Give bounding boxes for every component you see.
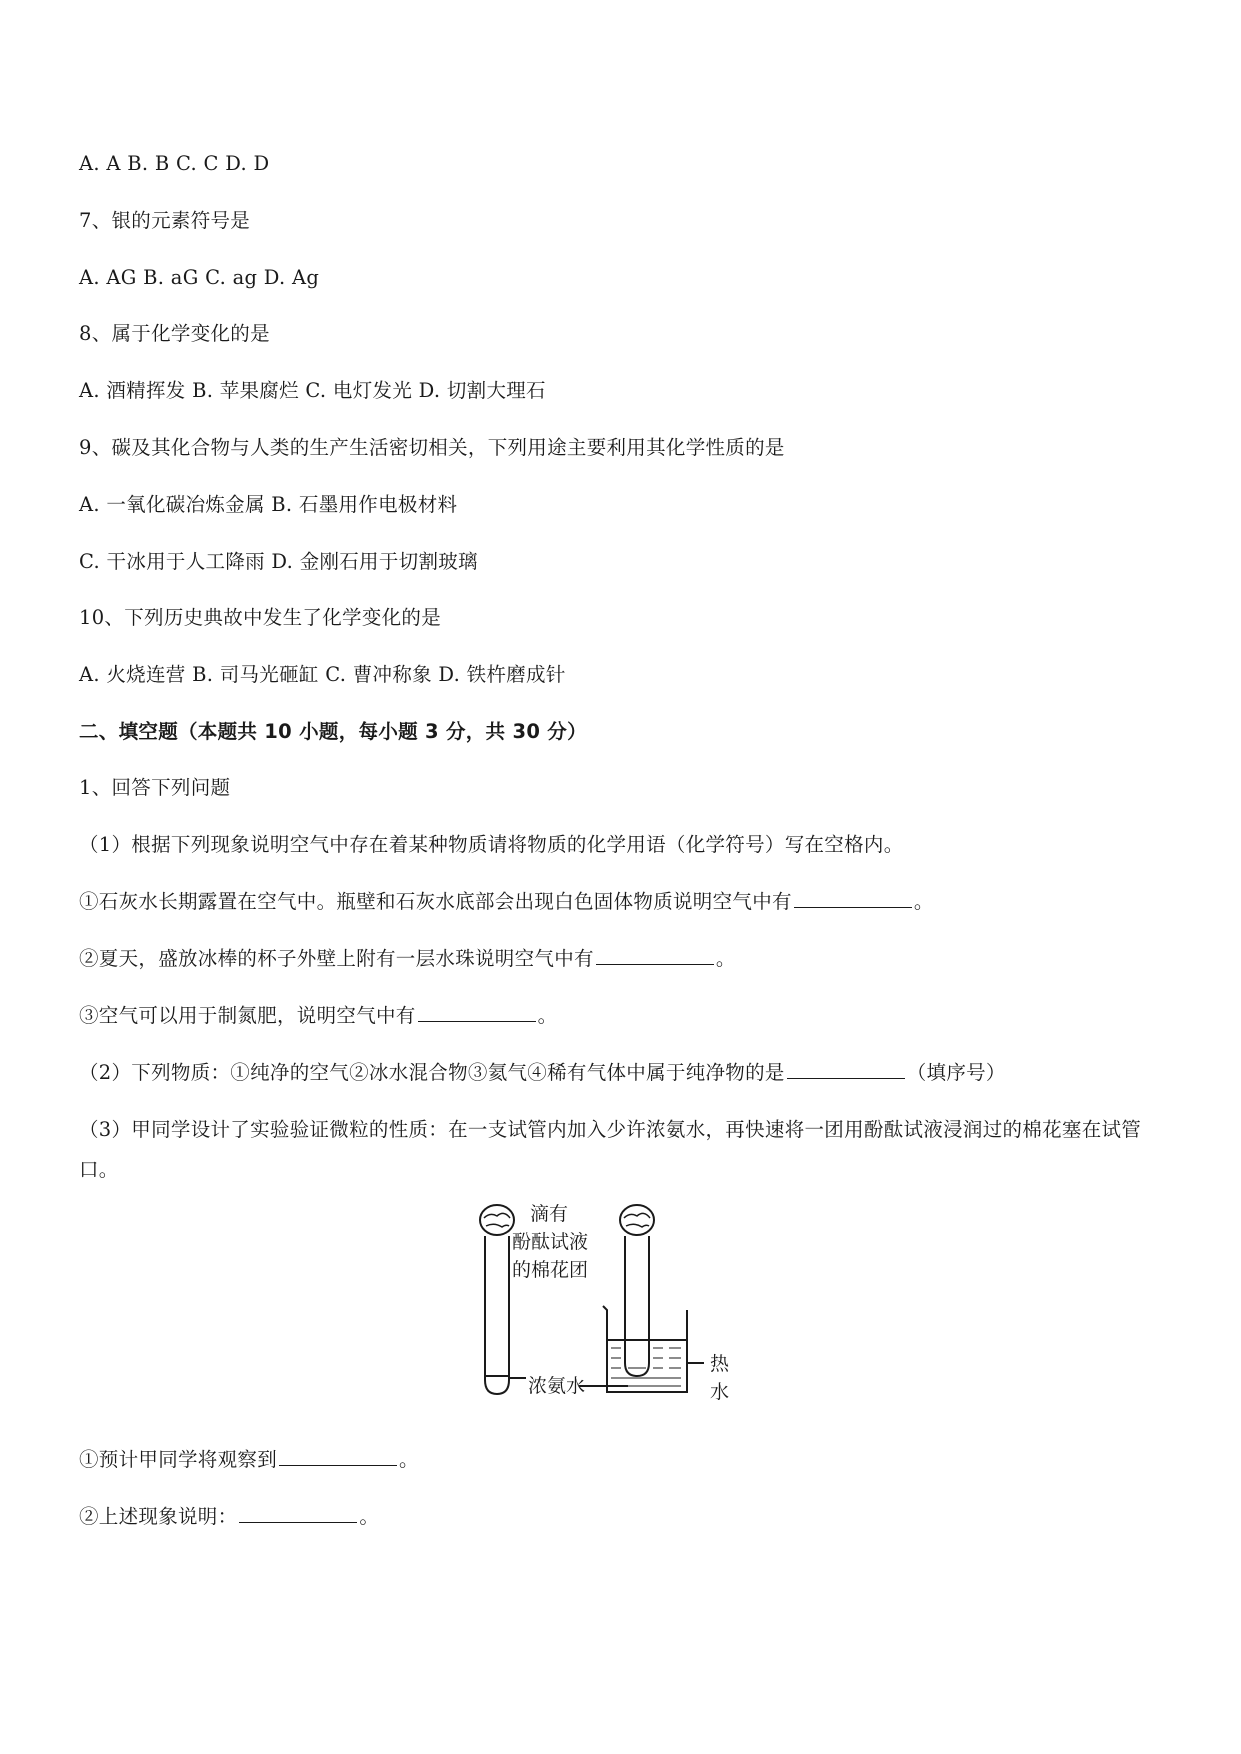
q9-stem: 9、碳及其化合物与人类的生产生活密切相关，下列用途主要利用其化学性质的是: [79, 436, 785, 459]
q10-stem: 10、下列历史典故中发生了化学变化的是: [79, 606, 442, 629]
figure-label-hot-2: 水: [710, 1381, 730, 1403]
q7-options: A. AG B. aG C. ag D. Ag: [79, 266, 320, 289]
item-a-end: 。: [913, 890, 934, 913]
test-tube-right-bottom: [625, 1363, 649, 1376]
q8-options: A. 酒精挥发 B. 苹果腐烂 C. 电灯发光 D. 切割大理石: [79, 379, 546, 402]
fill-q1-part1: （1）根据下列现象说明空气中存在着某种物质请将物质的化学用语（化学符号）写在空格内。: [79, 833, 904, 856]
item-a-text: ①石灰水长期露置在空气中。瓶壁和石灰水底部会出现白色固体物质说明空气中有: [79, 890, 792, 913]
answer-blank-part2[interactable]: [787, 1060, 905, 1079]
q9-options-cd: C. 干冰用于人工降雨 D. 金刚石用于切割玻璃: [79, 550, 478, 573]
figure-label-top-1: 滴有: [530, 1203, 569, 1225]
q7-stem: 7、银的元素符号是: [79, 209, 251, 232]
answer-blank-a[interactable]: [794, 889, 912, 908]
fill-q1-part1-item-c: [79, 1002, 557, 1030]
test-tube-left: [485, 1236, 509, 1394]
fill-q1-part3-item-b: [79, 1503, 379, 1531]
cotton-ball-left: [480, 1205, 514, 1235]
item-b-text: ②夏天，盛放冰棒的杯子外壁上附有一层水珠说明空气中有: [79, 947, 594, 970]
part3-b-text: ②上述现象说明：: [79, 1505, 238, 1528]
figure-label-top-2: 酚酞试液: [512, 1231, 589, 1253]
fill-q1-part1-item-b: [79, 945, 736, 973]
figure-label-ammonia: 浓氨水: [528, 1375, 586, 1397]
part2-note: （填序号）: [906, 1061, 1006, 1084]
part2-text: （2）下列物质：①纯净的空气②冰水混合物③氦气④稀有气体中属于纯净物的是: [79, 1061, 785, 1084]
fill-q1-part1-item-a: [79, 888, 934, 916]
fill-q1-part2: [79, 1059, 1006, 1087]
experiment-figure: [468, 1198, 780, 1414]
q9-options-ab: A. 一氧化碳冶炼金属 B. 石墨用作电极材料: [79, 493, 458, 516]
q8-stem: 8、属于化学变化的是: [79, 322, 270, 345]
item-c-end: 。: [537, 1004, 558, 1027]
answer-blank-observe[interactable]: [279, 1447, 397, 1466]
q6-options: A. A B. B C. C D. D: [79, 152, 270, 175]
water-hatching: [611, 1348, 681, 1386]
part3-a-text: ①预计甲同学将观察到: [79, 1448, 278, 1471]
fill-q1-stem: 1、回答下列问题: [79, 776, 231, 799]
figure-label-top-3: 的棉花团: [512, 1259, 589, 1281]
answer-blank-explain[interactable]: [239, 1504, 357, 1523]
part3-a-end: 。: [399, 1448, 419, 1471]
beaker: [603, 1306, 687, 1392]
item-b-end: 。: [715, 947, 736, 970]
fill-q1-part3-item-a: [79, 1446, 419, 1474]
answer-blank-c[interactable]: [418, 1003, 536, 1022]
cotton-ball-right: [620, 1205, 654, 1235]
section-2-title: 二、填空题（本题共 10 小题，每小题 3 分，共 30 分）: [79, 720, 587, 743]
fill-q1-part3: （3）甲同学设计了实验验证微粒的性质：在一支试管内加入少许浓氨水，再快速将一团用酚酞试液浸润过的棉花塞在试管口。: [79, 1118, 1142, 1181]
q10-options: A. 火烧连营 B. 司马光砸缸 C. 曹冲称象 D. 铁杵磨成针: [79, 663, 566, 686]
figure-label-hot-1: 热: [710, 1353, 730, 1375]
item-c-text: ③空气可以用于制氮肥，说明空气中有: [79, 1004, 416, 1027]
answer-blank-b[interactable]: [596, 946, 714, 965]
part3-b-end: 。: [359, 1505, 380, 1528]
